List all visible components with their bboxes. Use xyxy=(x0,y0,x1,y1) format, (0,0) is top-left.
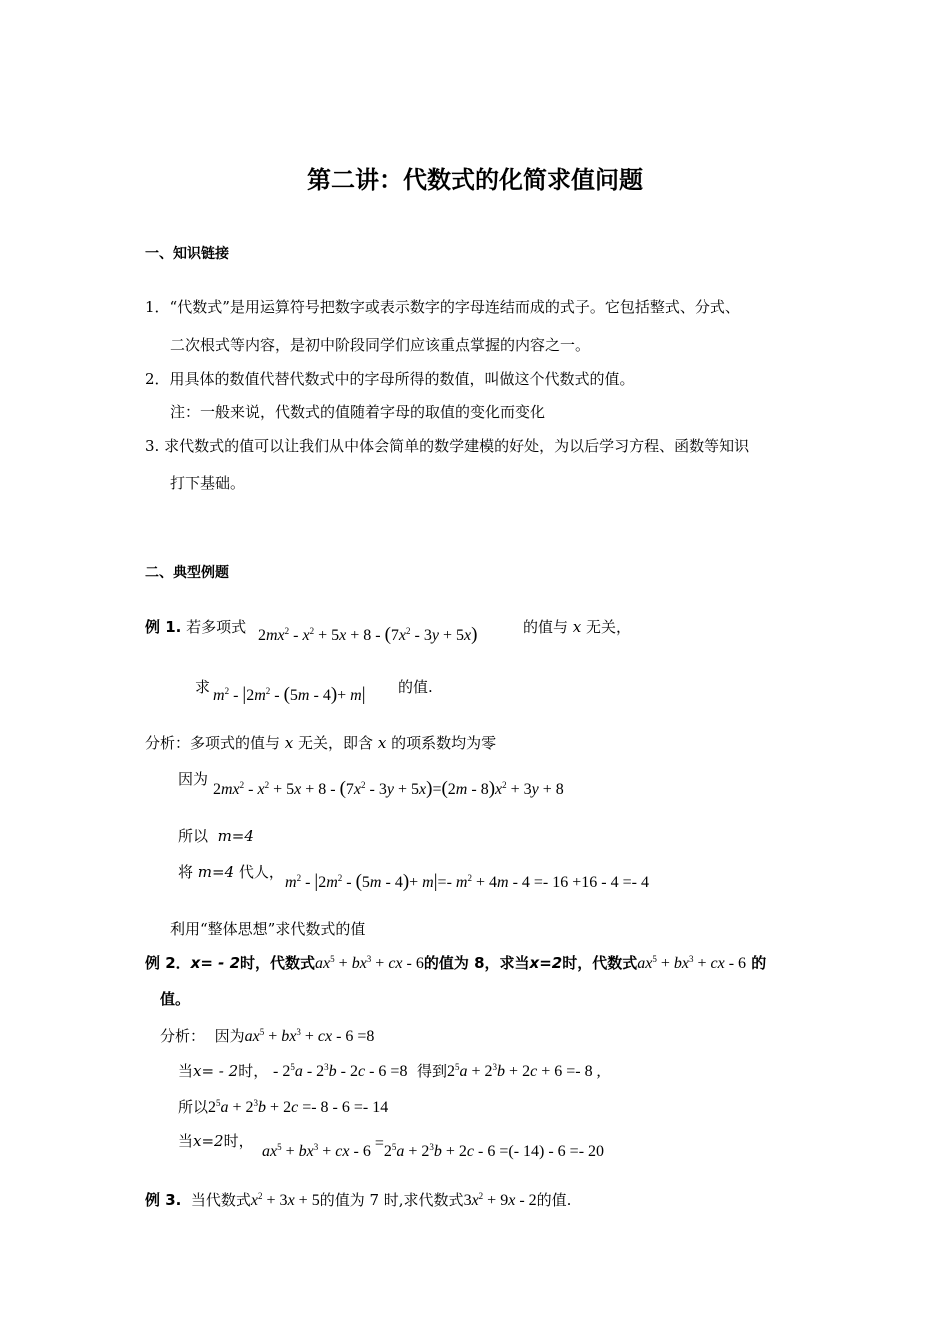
ex1-because-expression: $2mx^2 - x^2 + 5x + 8 - (7x^2 - 3y + 5x)=(2m - 8)x^2 + 3y + 8$ xyxy=(213,778,564,799)
ex1-substitute-var: m=4 xyxy=(197,863,235,881)
ex2-when2: 当 xyxy=(178,1132,194,1150)
ex1-label: 例 1. xyxy=(145,618,182,636)
ex3-line xyxy=(145,1190,571,1211)
ex2-because: 因为 xyxy=(214,1027,245,1045)
ex3-t2: 的值为 7 时,求代数式 xyxy=(319,1191,464,1209)
ex2-when1-var: x= - 2 xyxy=(193,1062,239,1080)
ex1-substitute-prefix: 将 xyxy=(178,863,194,881)
ex1-analysis-mid: 无关，即含 xyxy=(298,734,374,752)
item1-line1: 1．“代数式”是用运算符号把数字或表示数字的字母连结而成的式子。它包括整式、分式、 xyxy=(145,298,740,316)
item3-line1: 3. 求代数式的值可以让我们从中体会简单的数学建模的好处，为以后学习方程、函数等知识 xyxy=(145,437,750,455)
ex1-idea: 利用“整体思想”求代数式的值 xyxy=(170,920,366,938)
ex1-line1 xyxy=(145,617,246,637)
ex1-analysis-end: 的项系数均为零 xyxy=(391,734,497,752)
section2-heading: 二、典型例题 xyxy=(145,565,229,581)
item3-line2: 打下基础。 xyxy=(170,474,246,492)
ex2-label: 例 2． xyxy=(145,954,191,972)
item2: 2．用具体的数值代替代数式中的字母所得的数值，叫做这个代数式的值。 xyxy=(145,370,635,388)
ex2-analysis-expression: $ax^5 + bx^3$ + cx - 6 =8 xyxy=(244,1027,375,1045)
ex3-expr2: $3x^2 + 9x - 2$ xyxy=(463,1191,537,1209)
ex1-substitute-expression: $m^2 - |2m^2 - (5m - 4)+ m|=-$ $m^2 + 4m - 4 =- 16 +16 - 4 =- 4$ xyxy=(285,871,649,892)
ex2-when2-suffix: 时， xyxy=(223,1132,254,1150)
ex2-analysis: 分析： xyxy=(160,1027,206,1045)
ex2-so-expression: $2^5a + 2^3b + 2c =- 8 - 6 =- 14$ xyxy=(208,1098,389,1116)
ex2-t4: 的 xyxy=(751,954,767,972)
ex2-t3: 时，代数式 xyxy=(562,954,638,972)
ex3-expr1: $x^2 + 3x + 5$ xyxy=(250,1191,320,1209)
page-title: 第二讲：代数式的化简求值问题 xyxy=(307,166,643,194)
ex1-var: x xyxy=(572,618,582,636)
ex2-so: 所以 xyxy=(178,1098,209,1116)
ex2-expr1: $ax^5 + bx^3$ + cx - 6 xyxy=(315,954,424,972)
ex2-x-given: x= - 2 xyxy=(190,954,241,972)
ex1-so: 所以 xyxy=(178,827,209,845)
ex1-m-result: m=4 xyxy=(217,827,254,845)
ex1-because: 因为 xyxy=(178,770,209,788)
ex2-when2-var: x=2 xyxy=(193,1132,224,1150)
ex2-expr2: $ax^5 + bx^3$ + cx - 6 xyxy=(637,954,747,972)
ex1-suffix-line xyxy=(523,617,631,637)
ex2-when1: 当 xyxy=(178,1062,194,1080)
ex2-when1-line xyxy=(178,1061,601,1082)
ex2-x2: x=2 xyxy=(529,954,563,972)
ex2-when1-expression: - $2^5a - 2^3b - 2c - 6 =8$ xyxy=(273,1062,408,1080)
ex1-polynomial: $2mx^2 - x^2 + 5x + 8 - (7x^2 - 3y + 5x)$ xyxy=(258,624,478,645)
ex1-analysis-var2: x xyxy=(377,734,387,752)
ex3-label: 例 3. xyxy=(145,1191,182,1209)
section1-heading: 一、知识链接 xyxy=(145,246,229,262)
ex1-analysis-text: 分析：多项式的值与 xyxy=(145,734,281,752)
ex2-line1 xyxy=(145,953,766,974)
ex2-analysis-line xyxy=(160,1026,374,1047)
ex2-when1-suffix: 时， xyxy=(238,1062,269,1080)
ex2-t2: 的值为 8，求当 xyxy=(423,954,530,972)
ex2-get-expression: $2^5a + 2^3b + 2c + 6 =- 8$ , xyxy=(447,1062,601,1080)
ex1-so-line xyxy=(178,826,254,846)
ex3-t1: 当代数式 xyxy=(190,1191,251,1209)
note: 注：一般来说，代数式的值随着字母的取值的变化而变化 xyxy=(170,403,546,421)
ex1-substitute xyxy=(178,862,284,882)
ex1-suffix: 的值与 xyxy=(523,618,569,636)
ex1-suffix2: 无关， xyxy=(586,618,632,636)
ex2-when2-expression: $ax^5 + bx^3$ + cx - $6 =2^5a + 2^3b + 2c - 6$ =(- 14) - 6 =- 20 xyxy=(262,1135,605,1160)
ex2-get: 得到 xyxy=(417,1062,448,1080)
ex3-t3: 的值. xyxy=(536,1191,572,1209)
ex1-ask-suffix: 的值. xyxy=(398,678,433,696)
ex2-line2: 值。 xyxy=(160,990,191,1008)
ex1-ask-prefix: 求 xyxy=(195,678,211,696)
item1-line2: 二次根式等内容，是初中阶段同学们应该重点掌握的内容之一。 xyxy=(170,336,591,354)
ex1-substitute-suffix: 代人， xyxy=(238,863,284,881)
ex1-ask-expression: $m^2 - |2m^2 - (5m - 4)+ m|$ xyxy=(213,684,366,705)
ex2-t1: 时，代数式 xyxy=(240,954,316,972)
ex1-analysis-var: x xyxy=(284,734,294,752)
ex2-when2-line xyxy=(178,1131,254,1151)
ex1-analysis xyxy=(145,733,496,753)
ex1-prefix: 若多项式 xyxy=(186,618,247,636)
ex2-so-line xyxy=(178,1097,388,1118)
